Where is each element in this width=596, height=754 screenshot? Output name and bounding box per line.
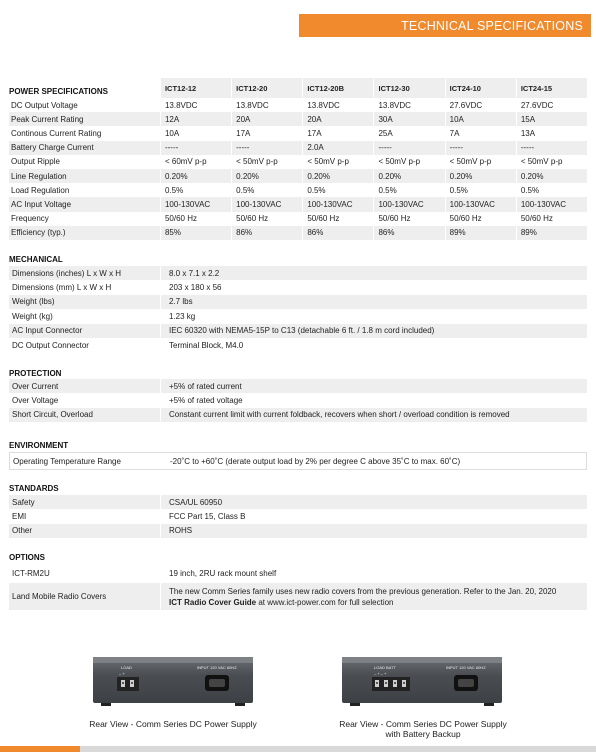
cell-value: 50/60 Hz <box>445 212 516 226</box>
standards-table <box>9 495 587 538</box>
cell-value: 10A <box>160 126 231 140</box>
cell-value: < 50mV p-p <box>373 155 444 169</box>
row-label: Over Current <box>9 379 160 393</box>
row-label: Frequency <box>11 214 49 224</box>
table-row <box>9 338 587 352</box>
table-row <box>9 183 587 197</box>
input-label: INPUT 120 VAC 60HZ <box>197 665 237 670</box>
table-row <box>9 280 587 294</box>
cell-value: 13.8VDC <box>373 98 444 112</box>
cell-value: ----- <box>516 141 587 155</box>
lmr-text-line1: The new Comm Series family uses new radio covers from the previous generation. Refer to the Jan. 20, 2020 <box>169 586 557 596</box>
cell-value: 0.20% <box>516 169 587 183</box>
mechanical-table <box>9 266 587 352</box>
row-label: ICT-RM2U <box>12 568 50 578</box>
table-row <box>9 324 587 338</box>
cell-value: 30A <box>373 112 444 126</box>
environment-table <box>9 452 587 470</box>
table-row <box>9 226 587 240</box>
cell-value: 50/60 Hz <box>516 212 587 226</box>
cell-value: 17A <box>302 126 373 140</box>
cell-value: 50/60 Hz <box>373 212 444 226</box>
table-row <box>9 524 587 538</box>
table-row <box>10 453 586 469</box>
row-label: Short Circuit, Overload <box>9 408 160 422</box>
cell-value: 0.5% <box>160 183 231 197</box>
power-section-title: POWER SPECIFICATIONS <box>9 87 108 96</box>
cell-value: 50/60 Hz <box>302 212 373 226</box>
cell-value: 10A <box>445 112 516 126</box>
left-image-caption: Rear View - Comm Series DC Power Supply <box>89 719 257 729</box>
row-label: Output Ripple <box>11 157 60 167</box>
cell-value: 0.5% <box>445 183 516 197</box>
table-row <box>9 197 587 211</box>
cell-value: 0.20% <box>160 169 231 183</box>
row-value: FCC Part 15, Class B <box>160 509 587 523</box>
table-row <box>9 126 587 140</box>
footer-bar <box>80 746 596 752</box>
cell-value: 20A <box>231 112 302 126</box>
row-value: 2.7 lbs <box>160 295 587 309</box>
cell-value: 27.6VDC <box>516 98 587 112</box>
footer-accent-bar <box>0 746 80 752</box>
row-label: Continous Current Rating <box>11 128 102 138</box>
cell-value: 0.20% <box>373 169 444 183</box>
row-value <box>160 583 587 610</box>
table-row <box>9 393 587 407</box>
model-header: ICT24-10 <box>445 78 516 98</box>
row-value: -20˚C to +60˚C (derate output load by 2% per degree C above 35˚C to max. 60˚C) <box>161 453 586 469</box>
protection-section-title: PROTECTION <box>9 369 62 378</box>
row-label: Over Voltage <box>12 396 59 406</box>
cell-value: 7A <box>445 126 516 140</box>
cell-value: 25A <box>373 126 444 140</box>
table-row <box>9 169 587 183</box>
cell-value: 86% <box>302 226 373 240</box>
options-section-title: OPTIONS <box>9 553 46 562</box>
row-label: Dimensions (inches) L x W x H <box>9 266 160 280</box>
table-row <box>9 408 587 422</box>
table-row <box>9 583 587 610</box>
cell-value: < 50mV p-p <box>231 155 302 169</box>
cell-value: 50/60 Hz <box>160 212 231 226</box>
table-row <box>9 509 587 523</box>
cell-value: 27.6VDC <box>445 98 516 112</box>
table-row <box>9 379 587 393</box>
cell-value: 0.20% <box>302 169 373 183</box>
row-label: DC Output Connector <box>12 340 89 350</box>
iec-inlet-icon <box>205 675 229 691</box>
row-label: Weight (lbs) <box>9 295 160 309</box>
table-row <box>9 212 587 226</box>
cell-value: ----- <box>160 141 231 155</box>
table-row <box>9 141 587 155</box>
table-row <box>9 309 587 323</box>
power-table-body <box>9 98 587 240</box>
row-value: IEC 60320 with NEMA5-15P to C13 (detachable 6 ft. / 1.8 m cord included) <box>160 324 587 338</box>
cell-value: ----- <box>373 141 444 155</box>
cell-value: 0.20% <box>231 169 302 183</box>
table-row <box>9 266 587 280</box>
row-value: 8.0 x 7.1 x 2.2 <box>160 266 587 280</box>
row-label: Battery Charge Current <box>9 141 160 155</box>
row-label: Line Regulation <box>9 169 160 183</box>
cover-guide-link-text: ICT Radio Cover Guide <box>169 597 257 607</box>
cell-value: 89% <box>516 226 587 240</box>
cell-value: 0.5% <box>373 183 444 197</box>
environment-section-title: ENVIRONMENT <box>9 441 69 450</box>
cell-value: 12A <box>160 112 231 126</box>
row-label: Weight (kg) <box>12 311 53 321</box>
row-value: +5% of rated current <box>160 379 587 393</box>
cell-value: 50/60 Hz <box>231 212 302 226</box>
cell-value: 100-130VAC <box>302 197 373 211</box>
right-image-caption: Rear View - Comm Series DC Power Supply with Battery Backup <box>339 719 507 739</box>
cell-value: 86% <box>231 226 302 240</box>
cell-value: 100-130VAC <box>516 197 587 211</box>
row-label: AC Input Connector <box>9 324 160 338</box>
table-row <box>9 112 587 126</box>
model-header: ICT12-20 <box>231 78 302 98</box>
row-label: Land Mobile Radio Covers <box>9 583 160 610</box>
protection-table <box>9 379 587 422</box>
row-value: 203 x 180 x 56 <box>160 280 587 294</box>
iec-inlet-icon <box>454 675 478 691</box>
row-value: Terminal Block, M4.0 <box>160 338 587 352</box>
row-label: Efficiency (typ.) <box>9 226 160 240</box>
lmr-text-line2: ICT Radio Cover Guide at www.ict-power.com for full selection <box>169 597 394 607</box>
cell-value: 89% <box>445 226 516 240</box>
cell-value: < 50mV p-p <box>445 155 516 169</box>
row-value: ROHS <box>160 524 587 538</box>
table-row <box>9 295 587 309</box>
cell-value: < 50mV p-p <box>516 155 587 169</box>
row-label: Load Regulation <box>11 185 70 195</box>
cell-value: 0.20% <box>445 169 516 183</box>
cell-value: 100-130VAC <box>160 197 231 211</box>
row-value: 19 inch, 2RU rack mount shelf <box>160 565 587 581</box>
model-header: ICT24-15 <box>516 78 587 98</box>
cell-value: 0.5% <box>302 183 373 197</box>
polarity-label: – + – + <box>374 671 387 676</box>
model-header: ICT12-12 <box>160 78 231 98</box>
table-row <box>9 495 587 509</box>
cell-value: 100-130VAC <box>445 197 516 211</box>
cell-value: 17A <box>231 126 302 140</box>
cell-value: 2.0A <box>302 141 373 155</box>
power-table-header <box>9 78 587 98</box>
row-label: Safety <box>9 495 160 509</box>
cell-value: 100-130VAC <box>231 197 302 211</box>
cell-value: 13.8VDC <box>160 98 231 112</box>
cell-value: 13.8VDC <box>231 98 302 112</box>
mechanical-section-title: MECHANICAL <box>9 255 63 264</box>
row-value: +5% of rated voltage <box>160 393 587 407</box>
cell-value: 0.5% <box>516 183 587 197</box>
power-supply-battery-image <box>342 657 502 703</box>
cell-value: 85% <box>160 226 231 240</box>
cell-value: 15A <box>516 112 587 126</box>
cell-value: 13.8VDC <box>302 98 373 112</box>
row-value: 1.23 kg <box>160 309 587 323</box>
cell-value: ----- <box>445 141 516 155</box>
row-label: Operating Temperature Range <box>13 456 121 466</box>
table-row <box>9 155 587 169</box>
power-supply-image <box>93 657 253 703</box>
row-label: Dimensions (mm) L x W x H <box>12 283 112 293</box>
cell-value: 13A <box>516 126 587 140</box>
row-label: Other <box>9 524 160 538</box>
cell-value: < 60mV p-p <box>160 155 231 169</box>
cell-value: 20A <box>302 112 373 126</box>
row-label: Peak Current Rating <box>9 112 160 126</box>
polarity-label: – + <box>119 671 125 676</box>
row-label: DC Output Voltage <box>11 100 78 110</box>
cell-value: < 50mV p-p <box>302 155 373 169</box>
table-row <box>9 565 587 581</box>
cell-value: 0.5% <box>231 183 302 197</box>
model-header: ICT12-30 <box>373 78 444 98</box>
table-row <box>9 98 587 112</box>
load-batt-label: LOAD BATT <box>374 665 396 670</box>
load-label: LOAD <box>121 665 132 670</box>
input-label: INPUT 120 VAC 60HZ <box>446 665 486 670</box>
power-spec-table <box>9 78 587 240</box>
cell-value: ----- <box>231 141 302 155</box>
cell-value: 86% <box>373 226 444 240</box>
standards-section-title: STANDARDS <box>9 484 59 493</box>
row-label: AC Input Voltage <box>9 197 160 211</box>
row-value: Constant current limit with current foldback, recovers when short / overload condition is removed <box>160 408 587 422</box>
options-table <box>9 565 587 610</box>
model-header: ICT12-20B <box>302 78 373 98</box>
row-value: CSA/UL 60950 <box>160 495 587 509</box>
section-banner: TECHNICAL SPECIFICATIONS <box>299 14 591 37</box>
cell-value: 100-130VAC <box>373 197 444 211</box>
row-label: EMI <box>12 512 27 522</box>
